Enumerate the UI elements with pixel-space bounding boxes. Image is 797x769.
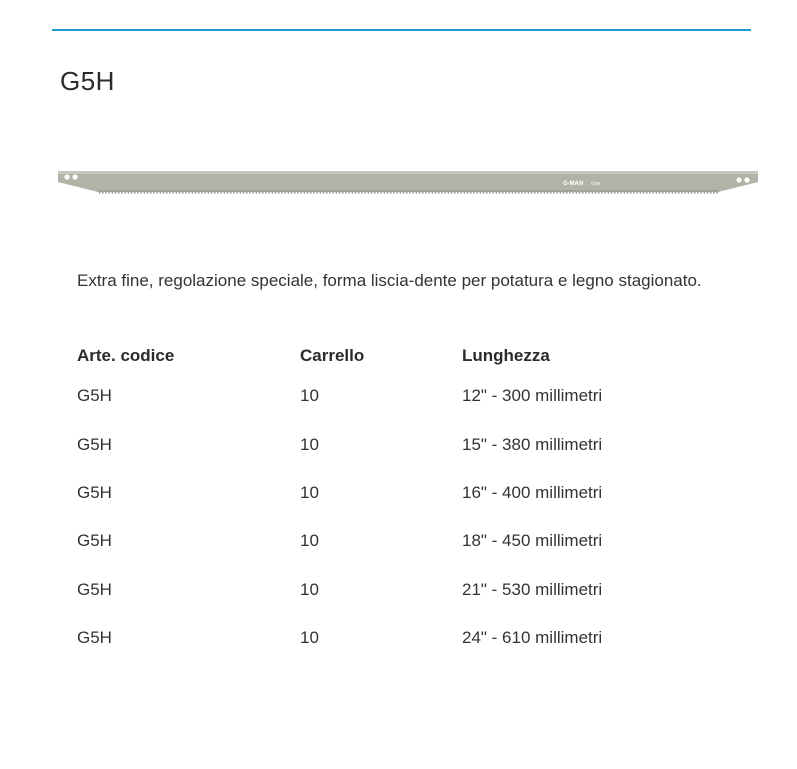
cell-code: G5H (77, 579, 112, 599)
blade-brand-sub: G5H (591, 181, 601, 186)
cell-length: 16" - 400 millimetri (462, 482, 603, 502)
cell-length: 24" - 610 millimetri (462, 628, 603, 648)
blade-brand-mark: G-MAN (563, 181, 584, 187)
table-row (77, 372, 717, 420)
cell-code: G5H (77, 628, 112, 648)
cell-code: G5H (77, 482, 112, 502)
cell-code: G5H (77, 386, 112, 406)
table-row (77, 566, 717, 614)
cell-length: 12" - 300 millimetri (462, 386, 603, 406)
table-row (77, 469, 717, 517)
product-title: G5H (60, 66, 115, 96)
cell-pack: 10 (300, 579, 319, 599)
cell-pack: 10 (300, 434, 319, 454)
saw-blade-image (58, 168, 758, 198)
blade-hole-right-2 (744, 177, 749, 182)
blade-hole-left-2 (72, 174, 77, 179)
header-code: Arte. codice (77, 346, 175, 365)
cell-pack: 10 (300, 531, 319, 551)
header-length: Lunghezza (462, 346, 550, 365)
cell-code: G5H (77, 434, 112, 454)
header-pack: Carrello (300, 346, 365, 365)
cell-pack: 10 (300, 386, 319, 406)
cell-pack: 10 (300, 628, 319, 648)
table-row (77, 614, 717, 662)
table-header-row (77, 340, 717, 372)
spec-table (77, 340, 717, 662)
blade-hole-right-1 (736, 177, 741, 182)
table-row (77, 420, 717, 468)
cell-code: G5H (77, 531, 112, 551)
blade-hole-left-1 (64, 174, 69, 179)
blade-body (58, 171, 758, 192)
cell-pack: 10 (300, 482, 319, 502)
cell-length: 15" - 380 millimetri (462, 434, 603, 454)
cell-length: 18" - 450 millimetri (462, 531, 603, 551)
top-divider (52, 29, 751, 31)
product-description: Extra fine, regolazione speciale, forma liscia-dente per potatura e legno stagionato. (77, 271, 702, 290)
cell-length: 21" - 530 millimetri (462, 579, 603, 599)
table-row (77, 517, 717, 565)
